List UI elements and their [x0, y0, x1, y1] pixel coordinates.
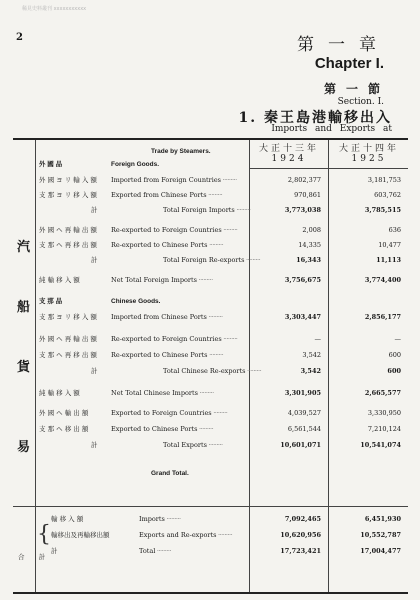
row-label-japanese: 計	[51, 547, 58, 555]
year-header-1925	[331, 144, 407, 164]
table-row	[39, 514, 181, 525]
year-en: 1925	[351, 154, 387, 164]
table-row	[39, 408, 227, 419]
watermark: 稀見史料叢刊 xxxxxxxxxxx	[22, 6, 87, 12]
table-row	[39, 225, 237, 236]
row-label-english: Imported from Chinese Ports	[111, 313, 207, 321]
table-title-japanese: 1. 秦王島港輸移出入	[238, 110, 392, 126]
value-1924: 3,756,675	[284, 276, 321, 284]
row-label-japanese: 純 輸 移 入 額	[39, 276, 80, 284]
trade-table	[13, 138, 408, 594]
row-label-japanese: 支 那 ヘ 再 移 出 額	[39, 351, 97, 359]
value-1924: 2,802,377	[287, 176, 321, 184]
row-label-english: Grand Total.	[151, 470, 189, 477]
row-label-english: Total	[139, 547, 156, 555]
leader-dots: ·········	[221, 335, 238, 343]
row-label-japanese: 支 那 ヘ 移 出 額	[39, 425, 89, 433]
table-row	[39, 175, 237, 186]
leader-dots: ·········	[221, 176, 237, 184]
value-1924: 3,542	[300, 367, 321, 375]
leader-dots: ·········	[234, 206, 251, 214]
table-row	[39, 255, 260, 266]
value-1924: —	[314, 335, 321, 343]
value-1924: 3,301,905	[284, 389, 321, 397]
row-label-english: Total Foreign Imports	[163, 206, 235, 214]
row-label-english: Net Total Foreign Imports	[111, 276, 197, 284]
row-label-english: Re-exported to Chinese Ports	[111, 351, 208, 359]
leader-dots: ·········	[245, 367, 262, 375]
value-1924: 17,723,421	[280, 547, 321, 555]
leader-dots: ·········	[164, 515, 181, 523]
row-label-english: Chinese Goods.	[111, 298, 161, 305]
table-row	[39, 424, 213, 435]
row-label-english: Total Exports	[163, 441, 207, 449]
row-label-english: Net Total Chinese Imports	[111, 389, 198, 397]
leader-dots: ·········	[221, 226, 238, 234]
row-label-english: Imported from Foreign Countries	[111, 176, 222, 184]
value-1925: 3,330,950	[367, 409, 401, 417]
table-title-english: Imports and Exports at	[271, 124, 392, 134]
leader-dots: ·········	[206, 191, 223, 199]
value-1925: 600	[388, 351, 401, 359]
value-1925: 3,774,400	[364, 276, 401, 284]
table-row	[39, 366, 261, 377]
side-label: 易	[17, 440, 31, 455]
side-label: 合	[18, 553, 25, 561]
row-label-japanese: 計	[91, 256, 98, 264]
table-row	[39, 388, 214, 399]
table-row	[39, 350, 223, 361]
row-label-japanese: 輸 移 入 額	[51, 515, 84, 523]
table-row	[39, 190, 222, 201]
row-label-english: Exports and Re-exports	[139, 531, 217, 539]
value-1924: 3,773,038	[284, 206, 321, 214]
leader-dots: ·········	[196, 276, 213, 284]
table-row	[39, 530, 232, 541]
brace: {	[37, 522, 51, 547]
table-row	[39, 440, 223, 451]
leader-dots: ·········	[207, 241, 224, 249]
leader-dots: ·········	[211, 409, 228, 417]
value-1925: 6,451,930	[364, 515, 401, 523]
row-label-japanese: 外 國 ヘ 再 輸 出 額	[39, 335, 97, 343]
table-row	[39, 468, 189, 479]
row-label-japanese: 支 那 ヨ リ 移 入 額	[39, 191, 97, 199]
column-divider	[35, 140, 36, 592]
value-1925: 2,665,577	[364, 389, 401, 397]
row-label-japanese: 外 國 品	[39, 161, 63, 168]
value-1924: 2,008	[302, 226, 321, 234]
table-row	[39, 159, 159, 170]
leader-dots: ·········	[206, 313, 223, 321]
table-row	[39, 146, 211, 157]
leader-dots: ·········	[216, 531, 233, 539]
row-label-english: Re-exported to Chinese Ports	[111, 241, 208, 249]
value-1925: —	[394, 335, 401, 343]
table-row	[39, 275, 213, 286]
value-1925: 10,477	[378, 241, 401, 249]
grand-total-rule	[13, 506, 408, 507]
value-1924: 3,303,447	[284, 313, 321, 321]
table-row	[39, 205, 250, 216]
value-1925: 603,762	[374, 191, 401, 199]
row-label-english: Total Foreign Re-exports	[163, 256, 245, 264]
row-label-english: Re-exported to Foreign Countries	[111, 226, 222, 234]
value-1925: 17,004,477	[360, 547, 401, 555]
section-title-japanese: 第一節	[323, 82, 390, 96]
value-1925: 2,856,177	[364, 313, 401, 321]
year-en: 1924	[271, 154, 307, 164]
leader-dots: ·········	[197, 425, 214, 433]
row-label-english: Imports	[139, 515, 165, 523]
header-rule	[249, 168, 408, 169]
row-label-english: Total Chinese Re-exports	[163, 367, 246, 375]
value-1924: 6,561,544	[287, 425, 321, 433]
row-label-japanese: 輸移出及再輸移出額	[51, 531, 110, 539]
value-1925: 3,181,753	[367, 176, 401, 184]
leader-dots: ·········	[206, 441, 223, 449]
value-1924: 14,335	[298, 241, 321, 249]
value-1924: 970,861	[294, 191, 321, 199]
row-label-japanese: 支 那 ヨ リ 移 入 額	[39, 313, 97, 321]
table-row	[39, 546, 171, 557]
value-1924: 7,092,465	[284, 515, 321, 523]
value-1925: 11,113	[376, 256, 401, 264]
row-label-japanese: 計	[91, 367, 98, 375]
row-label-japanese: 外 國 ヘ 輸 出 額	[39, 409, 89, 417]
value-1925: 600	[387, 367, 401, 375]
year-jp: 大正十四年	[338, 144, 399, 154]
leader-dots: ·········	[197, 389, 214, 397]
value-1924: 4,039,527	[287, 409, 321, 417]
table-row	[39, 296, 160, 307]
value-1925: 7,210,124	[367, 425, 401, 433]
side-label: 汽	[17, 240, 31, 255]
value-1925: 636	[388, 226, 401, 234]
row-label-english: Re-exported to Foreign Countries	[111, 335, 222, 343]
row-label-japanese: 外 國 ヘ 再 輸 出 額	[39, 226, 97, 234]
row-label-japanese: 計	[91, 441, 98, 449]
row-label-japanese: 純 輸 移 入 額	[39, 389, 80, 397]
page-number: 2	[16, 32, 23, 43]
row-label-english: Exported from Chinese Ports	[111, 191, 207, 199]
value-1925: 3,785,515	[364, 206, 401, 214]
year-header-1924	[251, 144, 327, 164]
row-label-english: Trade by Steamers.	[151, 148, 211, 155]
value-1925: 10,541,074	[360, 441, 401, 449]
row-label-japanese: 計	[91, 206, 98, 214]
row-label-japanese: 支 那 品	[39, 298, 63, 305]
value-1924: 10,620,956	[280, 531, 321, 539]
value-1924: 10,601,071	[280, 441, 321, 449]
row-label-english: Exported to Foreign Countries	[111, 409, 212, 417]
table-row	[39, 334, 237, 345]
value-1924: 3,542	[302, 351, 321, 359]
row-label-japanese: 支 那 ヘ 再 移 出 額	[39, 241, 97, 249]
row-label-english: Foreign Goods.	[111, 161, 160, 168]
chapter-title-english: Chapter I.	[314, 55, 384, 72]
year-jp: 大正十三年	[258, 144, 319, 154]
side-label: 船	[17, 300, 31, 315]
row-label-english: Exported to Chinese Ports	[111, 425, 198, 433]
row-label-japanese: 外 國 ヨ リ 輸 入 額	[39, 176, 97, 184]
leader-dots: ·········	[155, 547, 171, 555]
leader-dots: ·········	[244, 256, 261, 264]
side-label: 貨	[17, 360, 31, 375]
column-divider	[328, 140, 329, 592]
value-1925: 10,552,787	[360, 531, 401, 539]
value-1924: 16,343	[296, 256, 321, 264]
table-row	[39, 312, 223, 323]
section-title-english: Section. I.	[337, 97, 384, 107]
chapter-title-japanese: 第一章	[297, 35, 390, 55]
leader-dots: ·········	[207, 351, 224, 359]
table-row	[39, 240, 223, 251]
side-label: 計	[38, 553, 46, 561]
